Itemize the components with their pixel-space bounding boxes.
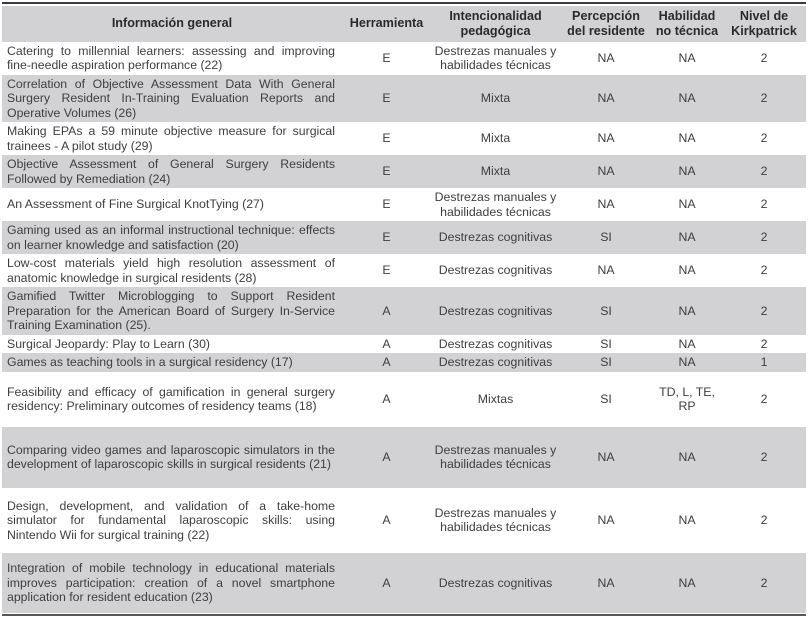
nivel-cell: 2	[722, 553, 806, 613]
nivel-cell: 2	[760, 263, 768, 278]
study-title-cell: Integration of mobile technology in educational materials improves participation: creation of a novel smartphone application for resident education (23)	[2, 553, 342, 613]
study-title-cell: Design, development, and validation of a take-home simulator for fundamental laparoscopic skills: using Nintendo Wii for surgical training (22)	[7, 498, 335, 542]
intencionalidad-cell: Mixta	[431, 75, 560, 123]
intencionalidad-cell: Destrezas manuales y habilidades técnicas	[434, 190, 557, 219]
study-title-cell: Objective Assessment of General Surgery Residents Followed by Remediation (24)	[2, 155, 342, 188]
nivel-cell: 2	[722, 75, 806, 123]
habilidad-cell: NA	[678, 197, 696, 212]
header-informacion-general: Información general	[2, 6, 342, 42]
table-row	[2, 427, 806, 488]
percepcion-cell: NA	[597, 263, 615, 278]
percepcion-cell: SI	[560, 221, 652, 254]
herramienta-cell: E	[382, 197, 391, 212]
table-row	[2, 372, 806, 427]
percepcion-cell: NA	[597, 50, 615, 65]
table-row	[2, 488, 806, 554]
study-title-cell: Comparing video games and laparoscopic simulators in the development of laparoscopic skills in surgical residents (21)	[2, 427, 342, 488]
habilidad-cell: NA	[652, 75, 722, 123]
percepcion-cell: SI	[600, 336, 612, 351]
intencionalidad-cell: Destrezas cognitivas	[431, 353, 560, 372]
nivel-cell: 2	[760, 131, 768, 146]
nivel-cell: 2	[760, 197, 768, 212]
header-habilidad-no-tecnica: Habilidad no técnica	[652, 6, 722, 42]
table-row	[2, 221, 806, 254]
intencionalidad-cell: Mixta	[480, 131, 511, 146]
habilidad-cell: NA	[652, 427, 722, 488]
herramienta-cell: A	[342, 353, 431, 372]
herramienta-cell: E	[382, 131, 391, 146]
nivel-cell: 2	[760, 336, 768, 351]
table-row	[2, 42, 806, 75]
habilidad-cell: NA	[652, 221, 722, 254]
table-body	[2, 42, 806, 613]
herramienta-cell: A	[342, 553, 431, 613]
percepcion-cell: NA	[560, 553, 652, 613]
herramienta-cell: A	[342, 287, 431, 335]
herramienta-cell: E	[382, 50, 391, 65]
table-row	[2, 287, 806, 335]
nivel-cell: 2	[722, 287, 806, 335]
habilidad-cell: NA	[678, 263, 696, 278]
habilidad-cell: NA	[652, 287, 722, 335]
study-title-cell: Low-cost materials yield high resolution assessment of anatomic knowledge in surgical residents (28)	[7, 256, 335, 285]
percepcion-cell: NA	[560, 75, 652, 123]
header-nivel-de-kirkpatrick: Nivel de Kirkpatrick	[722, 6, 806, 42]
percepcion-cell: SI	[560, 287, 652, 335]
table-row	[2, 75, 806, 123]
habilidad-cell: NA	[678, 336, 696, 351]
habilidad-cell: TD, L, TE, RP	[659, 384, 715, 414]
percepcion-cell: SI	[600, 391, 612, 406]
header-percepcion-del-residente: Percepción del residente	[560, 6, 652, 42]
percepcion-cell: NA	[560, 155, 652, 188]
table-row	[2, 254, 806, 287]
intencionalidad-cell: Destrezas manuales y habilidades técnicas	[434, 505, 557, 535]
nivel-cell: 2	[722, 221, 806, 254]
herramienta-cell: A	[382, 513, 391, 528]
habilidad-cell: NA	[652, 553, 722, 613]
percepcion-cell: SI	[560, 353, 652, 372]
habilidad-cell: NA	[678, 50, 696, 65]
herramienta-cell: E	[342, 155, 431, 188]
study-title-cell: Surgical Jeopardy: Play to Learn (30)	[7, 336, 211, 351]
study-title-cell: Making EPAs a 59 minute objective measure for surgical trainees - A pilot study (29)	[7, 124, 335, 153]
nivel-cell: 1	[722, 353, 806, 372]
study-title-cell: Correlation of Objective Assessment Data With General Surgery Resident In-Training Evaluation Reports and Operative Volumes (26)	[2, 75, 342, 123]
habilidad-cell: NA	[652, 155, 722, 188]
study-title-cell: Feasibility and efficacy of gamification in general surgery residency: Preliminary outcomes of residency teams (18)	[7, 384, 335, 414]
percepcion-cell: NA	[597, 197, 615, 212]
paper-table-sheet	[2, 2, 806, 616]
table-row	[2, 122, 806, 155]
nivel-cell: 2	[760, 513, 768, 528]
intencionalidad-cell: Destrezas manuales y habilidades técnicas	[431, 427, 560, 488]
percepcion-cell: NA	[597, 131, 615, 146]
intencionalidad-cell: Mixtas	[477, 391, 514, 406]
percepcion-cell: NA	[560, 427, 652, 488]
table-row	[2, 155, 806, 188]
study-title-cell: Games as teaching tools in a surgical residency (17)	[2, 353, 342, 372]
study-title-cell: Catering to millennial learners: assessing and improving fine-needle aspiration performance (22)	[7, 43, 335, 73]
nivel-cell: 2	[760, 391, 768, 406]
herramienta-cell: A	[342, 427, 431, 488]
studies-review-table	[2, 6, 806, 613]
nivel-cell: 2	[760, 50, 768, 65]
nivel-cell: 2	[722, 155, 806, 188]
study-title-cell: Gamified Twitter Microblogging to Support Resident Preparation for the American Board of Surgery In-Service Training Examination (25).	[2, 287, 342, 335]
table-row	[2, 353, 806, 372]
herramienta-cell: E	[382, 263, 391, 278]
intencionalidad-cell: Mixta	[431, 155, 560, 188]
nivel-cell: 2	[722, 427, 806, 488]
intencionalidad-cell: Destrezas cognitivas	[438, 263, 553, 278]
herramienta-cell: A	[382, 336, 391, 351]
herramienta-cell: A	[382, 391, 391, 406]
percepcion-cell: NA	[597, 513, 615, 528]
study-title-cell: Gaming used as an informal instructional technique: effects on learner knowledge and satisfaction (20)	[2, 221, 342, 254]
table-row	[2, 335, 806, 354]
herramienta-cell: E	[342, 221, 431, 254]
habilidad-cell: NA	[652, 353, 722, 372]
herramienta-cell: E	[342, 75, 431, 123]
table-header	[2, 6, 806, 42]
intencionalidad-cell: Destrezas cognitivas	[431, 287, 560, 335]
intencionalidad-cell: Destrezas cognitivas	[431, 221, 560, 254]
intencionalidad-cell: Destrezas cognitivas	[438, 336, 553, 351]
header-herramienta: Herramienta	[342, 6, 431, 42]
header-row	[2, 6, 806, 42]
table-row	[2, 188, 806, 221]
intencionalidad-cell: Destrezas cognitivas	[431, 553, 560, 613]
table-row	[2, 553, 806, 613]
habilidad-cell: NA	[678, 131, 696, 146]
header-intencionalidad-pedagogica: Intencionalidad pedagógica	[431, 6, 560, 42]
habilidad-cell: NA	[678, 513, 696, 528]
intencionalidad-cell: Destrezas manuales y habilidades técnicas	[434, 43, 557, 73]
study-title-cell: An Assessment of Fine Surgical KnotTying (27)	[7, 197, 264, 212]
